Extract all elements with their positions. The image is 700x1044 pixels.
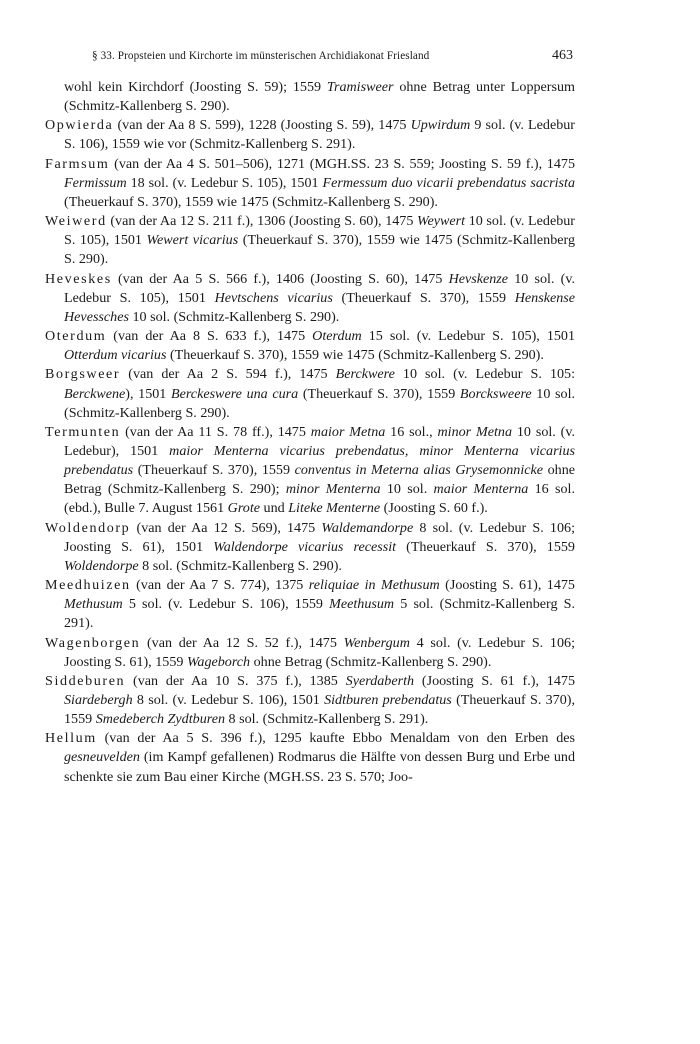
historic-name-form: maior Menterna vicarius prebendatus, minor Menterna vicarius prebendatus <box>64 442 576 479</box>
historic-name-form: Fermissum <box>64 174 127 191</box>
place-entry <box>45 423 575 519</box>
historic-name-form: Oterdum <box>312 328 362 345</box>
entry-text: (van der Aa 4 S. 501–506), 1271 (MGH.SS. 23 S. 559; Joosting S. 59 f.), 1475 <box>109 155 575 172</box>
entry-text: 10 sol. (v. Ledebur), 1501 <box>64 423 576 459</box>
historic-name-form: Berckwene <box>64 385 126 402</box>
historic-name-form: Otterdum vicarius <box>64 347 167 364</box>
historic-name-form: Wewert vicarius <box>146 232 239 249</box>
entry-continuation <box>45 78 575 116</box>
place-name: Siddeburen <box>45 672 126 689</box>
place-entry <box>45 270 575 327</box>
entry-text: (Theuerkauf S. 370), 1559 <box>64 692 575 728</box>
running-title: § 33. Propsteien und Kirchorte im münsterischen Archidiakonat Friesland <box>92 50 430 62</box>
entry-text: (van der Aa 12 S. 211 f.), 1306 (Joosting S. 60), 1475 <box>106 213 418 230</box>
entry-text: 10 sol. <box>380 481 434 498</box>
page-number: 463 <box>552 48 573 63</box>
historic-name-form: maior Menterna <box>433 481 529 498</box>
historic-name-form: conventus in Meterna alias Grysemonnicke <box>294 462 544 479</box>
place-entry <box>45 327 575 365</box>
historic-name-form: Syerdaberth <box>345 672 415 689</box>
place-entry <box>45 365 575 422</box>
entry-text: 9 sol. (v. Ledebur S. 106), 1559 wie vor (Schmitz-Kallenberg S. 291). <box>64 117 575 153</box>
historic-name-form: Wageborch <box>186 653 251 670</box>
running-head <box>45 48 575 78</box>
entry-text: (Theuerkauf S. 370), 1559 <box>396 538 575 555</box>
historic-name-form: reliquiae in Methusum <box>308 577 440 594</box>
entry-text: (Theuerkauf S. 370), 1559 wie 1475 (Schmitz-Kallenberg S. 290). <box>64 232 575 268</box>
historic-name-form: Woldendorpe <box>64 557 139 574</box>
entry-text: (Theuerkauf S. 370), 1559 <box>133 462 295 479</box>
historic-name-form: Henskense Hevessches <box>64 289 576 325</box>
historic-name-form: Smedeberch Zydtburen <box>95 711 226 728</box>
book-page <box>45 48 575 787</box>
entry-text: 16 sol. (ebd.), Bulle 7. August 1561 <box>64 481 575 517</box>
place-name: Meedhuizen <box>45 577 131 594</box>
place-name: Farmsum <box>45 155 110 172</box>
entry-text: (Theuerkauf S. 370), 1559 <box>298 385 460 402</box>
place-name: Opwierda <box>45 117 114 134</box>
historic-name-form: Wenbergum <box>343 634 410 651</box>
entry-text: ohne Betrag (Schmitz-Kallenberg S. 290); <box>64 462 576 498</box>
entry-text: 10 sol. (v. Ledebur S. 105), 1501 <box>64 213 575 249</box>
historic-name-form: gesneuvelden <box>64 749 140 766</box>
historic-name-form: Berckeswere una cura <box>170 385 299 402</box>
entry-text: (Theuerkauf S. 370), 1559 wie 1475 (Schmitz-Kallenberg S. 290). <box>166 347 544 364</box>
entry-text: 18 sol. (v. Ledebur S. 105), 1501 <box>126 174 323 191</box>
historic-name-form: Waldemandorpe <box>321 519 414 536</box>
entry-text: 15 sol. (v. Ledebur S. 105), 1501 <box>361 328 576 345</box>
entry-text: 4 sol. (v. Ledebur S. 106; Joosting S. 61), 1559 <box>64 634 575 670</box>
historic-name-form: Fermessum duo vicarii prebendatus sacrista <box>322 174 575 191</box>
historic-name-form: Hevtschens vicarius <box>214 289 333 306</box>
entry-text: 10 sol. (v. Ledebur S. 105: <box>394 366 575 383</box>
place-entry <box>45 116 575 154</box>
historic-name-form: Hevskenze <box>448 270 509 287</box>
entry-text: (Joosting S. 61), 1475 <box>439 577 575 594</box>
historic-name-form: Upwirdum <box>410 117 471 134</box>
entry-text: (Theuerkauf S. 370), 1559 <box>332 289 515 306</box>
entry-text: (van der Aa 12 S. 569), 1475 <box>130 519 322 536</box>
entry-text: ), 1501 <box>125 385 171 402</box>
entry-text: (van der Aa 10 S. 375 f.), 1385 <box>125 672 346 689</box>
place-name: Oterdum <box>45 328 107 345</box>
entry-text: 8 sol. (Schmitz-Kallenberg S. 290). <box>138 557 342 574</box>
place-name: Borgsweer <box>45 366 121 383</box>
place-name: Weiwerd <box>45 213 107 230</box>
place-name: Termunten <box>45 423 121 440</box>
gazetteer-entries <box>45 78 575 787</box>
place-entry <box>45 634 575 672</box>
entry-text: 10 sol. (Schmitz-Kallenberg S. 290). <box>64 385 576 421</box>
entry-text: 8 sol. (v. Ledebur S. 106), 1501 <box>132 692 325 708</box>
entry-text: (im Kampf gefallenen) Rodmarus die Hälfte von dessen Burg und Erbe und schenkte sie zum Bau einer Kirche (MGH.SS. 23 S. 570; Joo- <box>64 749 575 785</box>
historic-name-form: minor Menterna <box>285 481 381 498</box>
historic-name-form: maior Metna <box>310 423 386 440</box>
entry-text: ohne Betrag (Schmitz-Kallenberg S. 290). <box>250 653 492 670</box>
entry-text: (van der Aa 7 S. 774), 1375 <box>130 577 309 594</box>
entry-text: (Joosting S. 61 f.), 1475 <box>414 672 575 689</box>
entry-text: 8 sol. (v. Ledebur S. 106; Joosting S. 61), 1501 <box>64 519 575 555</box>
historic-name-form: Weywert <box>417 213 466 230</box>
entry-text: (van der Aa 11 S. 78 ff.), 1475 <box>120 423 311 440</box>
historic-name-form: Methusum <box>64 596 123 613</box>
place-entry <box>45 672 575 729</box>
place-name: Heveskes <box>45 270 112 287</box>
entry-text: (Theuerkauf S. 370), 1559 wie 1475 (Schmitz-Kallenberg S. 290). <box>64 193 438 210</box>
entry-text: wohl kein Kirchdorf (Joosting S. 59); 1559 <box>64 79 327 95</box>
entry-text: 5 sol. (Schmitz-Kallenberg S. 291). <box>64 596 576 632</box>
place-entry <box>45 519 575 576</box>
entry-text: 10 sol. (Schmitz-Kallenberg S. 290). <box>128 308 340 325</box>
historic-name-form: minor Metna <box>437 423 513 440</box>
historic-name-form: Liteke Menterne <box>288 500 381 517</box>
place-name: Wagenborgen <box>45 634 141 651</box>
entry-text: (van der Aa 5 S. 396 f.), 1295 kaufte Ebbo Menaldam von den Erben des <box>96 730 575 747</box>
entry-text: (van der Aa 12 S. 52 f.), 1475 <box>140 634 344 651</box>
place-entry <box>45 212 575 269</box>
historic-name-form: Grote <box>227 500 260 517</box>
entry-text: (Joosting S. 60 f.). <box>380 500 488 517</box>
entry-text: (van der Aa 5 S. 566 f.), 1406 (Joosting S. 60), 1475 <box>111 270 449 287</box>
entry-text: und <box>260 500 289 517</box>
entry-text: 10 sol. (v. Ledebur S. 105), 1501 <box>64 270 575 306</box>
place-name: Woldendorp <box>45 519 131 536</box>
entry-text: 8 sol. (Schmitz-Kallenberg S. 291). <box>225 711 429 728</box>
historic-name-form: Berckwere <box>335 366 395 383</box>
entry-text: 5 sol. (v. Ledebur S. 106), 1559 <box>122 596 330 613</box>
historic-name-form: Siardebergh <box>64 692 133 708</box>
historic-name-form: Sidtburen prebendatus <box>324 692 452 708</box>
place-entry <box>45 729 575 786</box>
historic-name-form: Waldendorpe vicarius recessit <box>213 538 397 555</box>
entry-text: (van der Aa 8 S. 599), 1228 (Joosting S. 59), 1475 <box>113 117 411 134</box>
place-name: Hellum <box>45 730 97 747</box>
entry-text: ohne Betrag unter Loppersum (Schmitz-Kallenberg S. 290). <box>64 79 575 115</box>
place-entry <box>45 576 575 633</box>
entry-text: (van der Aa 8 S. 633 f.), 1475 <box>106 328 313 345</box>
place-entry <box>45 155 575 212</box>
entry-text: 16 sol., <box>385 423 438 440</box>
historic-name-form: Tramisweer <box>326 79 394 95</box>
historic-name-form: Borcksweere <box>459 385 532 402</box>
historic-name-form: Meethusum <box>329 596 395 613</box>
entry-text: (van der Aa 2 S. 594 f.), 1475 <box>120 366 336 383</box>
